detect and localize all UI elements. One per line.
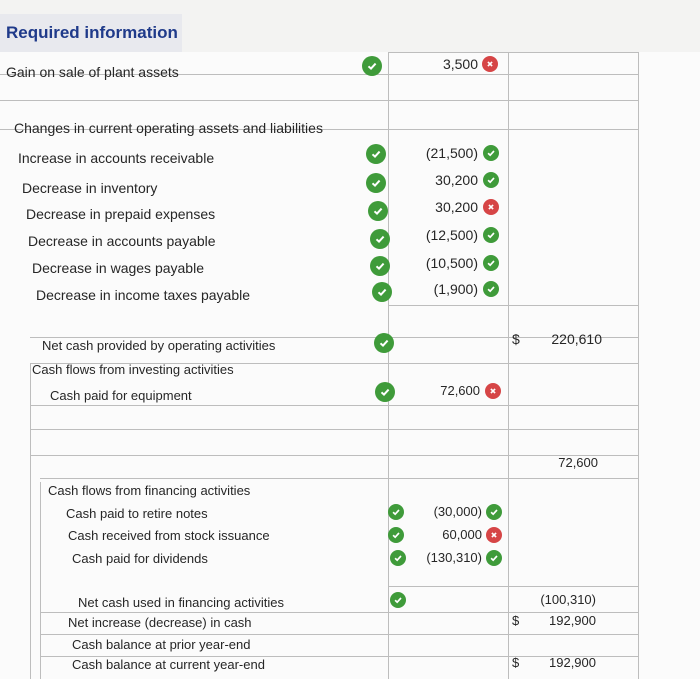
amount-input-retire-notes[interactable]: (30,000) (433, 504, 482, 519)
total-input-net-increase[interactable]: 192,900 (549, 613, 596, 628)
currency-symbol: $ (512, 613, 520, 628)
grid-line (638, 52, 639, 679)
grid-line (388, 586, 639, 587)
grid-line (40, 634, 639, 635)
grid-line (0, 100, 639, 101)
row-label-stock-issuance: Cash received from stock issuance (68, 528, 270, 543)
row-label-current-balance: Cash balance at current year-end (72, 657, 265, 672)
grid-line (388, 52, 389, 679)
required-information-header (0, 14, 182, 54)
amount-input-decrease-ap[interactable]: (12,500) (425, 227, 478, 243)
check-circle-icon (483, 255, 499, 271)
row-label-net-increase: Net increase (decrease) in cash (68, 615, 252, 630)
section-heading-changes: Changes in current operating assets and liabilities (14, 120, 323, 136)
x-circle-icon (485, 383, 501, 399)
check-circle-icon (390, 550, 406, 566)
amount-input-gain[interactable]: 3,500 (442, 56, 478, 72)
amount-input-decrease-prepaid[interactable]: 30,200 (435, 199, 478, 215)
section-heading-financing: Cash flows from financing activities (48, 483, 251, 498)
row-label-retire-notes: Cash paid to retire notes (66, 506, 208, 521)
check-circle-icon (370, 229, 390, 249)
grid-line (30, 405, 639, 406)
total-input-current-balance[interactable]: 192,900 (549, 655, 596, 670)
x-circle-icon (482, 56, 498, 72)
total-input-investing[interactable]: 72,600 (558, 455, 598, 470)
grid-line (508, 52, 509, 679)
amount-input-increase-ar[interactable]: (21,500) (425, 145, 478, 161)
check-circle-icon (388, 527, 404, 543)
amount-input-decrease-income-taxes[interactable]: (1,900) (433, 281, 478, 297)
check-circle-icon (483, 281, 499, 297)
row-label-decrease-income-taxes: Decrease in income taxes payable (36, 287, 251, 303)
section-heading-investing: Cash flows from investing activities (32, 362, 234, 377)
row-label-decrease-wages: Decrease in wages payable (32, 260, 204, 276)
check-circle-icon (483, 172, 499, 188)
check-circle-icon (388, 504, 404, 520)
check-circle-icon (370, 256, 390, 276)
row-label-prior-balance: Cash balance at prior year-end (72, 637, 251, 652)
row-label-gain-on-sale: Gain on sale of plant assets (6, 64, 179, 80)
check-circle-icon (483, 145, 499, 161)
x-circle-icon (486, 527, 502, 543)
check-circle-icon (486, 504, 502, 520)
grid-line (388, 305, 639, 306)
grid-line (388, 52, 639, 53)
check-circle-icon (375, 382, 395, 402)
currency-symbol: $ (512, 655, 520, 670)
amount-input-cash-paid-equipment[interactable]: 72,600 (440, 383, 480, 398)
total-input-net-operating[interactable]: 220,610 (551, 331, 602, 347)
check-circle-icon (366, 144, 386, 164)
amount-input-decrease-inventory[interactable]: 30,200 (435, 172, 478, 188)
row-label-increase-ar: Increase in accounts receivable (18, 150, 215, 166)
grid-line (40, 482, 41, 679)
grid-line (40, 478, 639, 479)
currency-symbol: $ (512, 331, 520, 347)
x-circle-icon (483, 199, 499, 215)
row-label-dividends: Cash paid for dividends (72, 551, 208, 566)
check-circle-icon (368, 201, 388, 221)
total-input-net-financing[interactable]: (100,310) (540, 592, 596, 607)
header-title: Required information (6, 23, 178, 42)
check-circle-icon (362, 56, 382, 76)
amount-input-decrease-wages[interactable]: (10,500) (425, 255, 478, 271)
amount-input-dividends[interactable]: (130,310) (426, 550, 482, 565)
row-label-net-financing: Net cash used in financing activities (78, 595, 284, 610)
row-label-net-operating: Net cash provided by operating activities (42, 338, 276, 353)
row-label-cash-paid-equipment: Cash paid for equipment (50, 388, 192, 403)
check-circle-icon (390, 592, 406, 608)
row-label-decrease-ap: Decrease in accounts payable (28, 233, 216, 249)
grid-line (30, 429, 639, 430)
check-circle-icon (372, 282, 392, 302)
check-circle-icon (483, 227, 499, 243)
check-circle-icon (374, 333, 394, 353)
check-circle-icon (366, 173, 386, 193)
row-label-decrease-prepaid: Decrease in prepaid expenses (26, 206, 216, 222)
check-circle-icon (486, 550, 502, 566)
amount-input-stock-issuance[interactable]: 60,000 (442, 527, 482, 542)
row-label-decrease-inventory: Decrease in inventory (22, 180, 158, 196)
grid-line (30, 363, 31, 679)
